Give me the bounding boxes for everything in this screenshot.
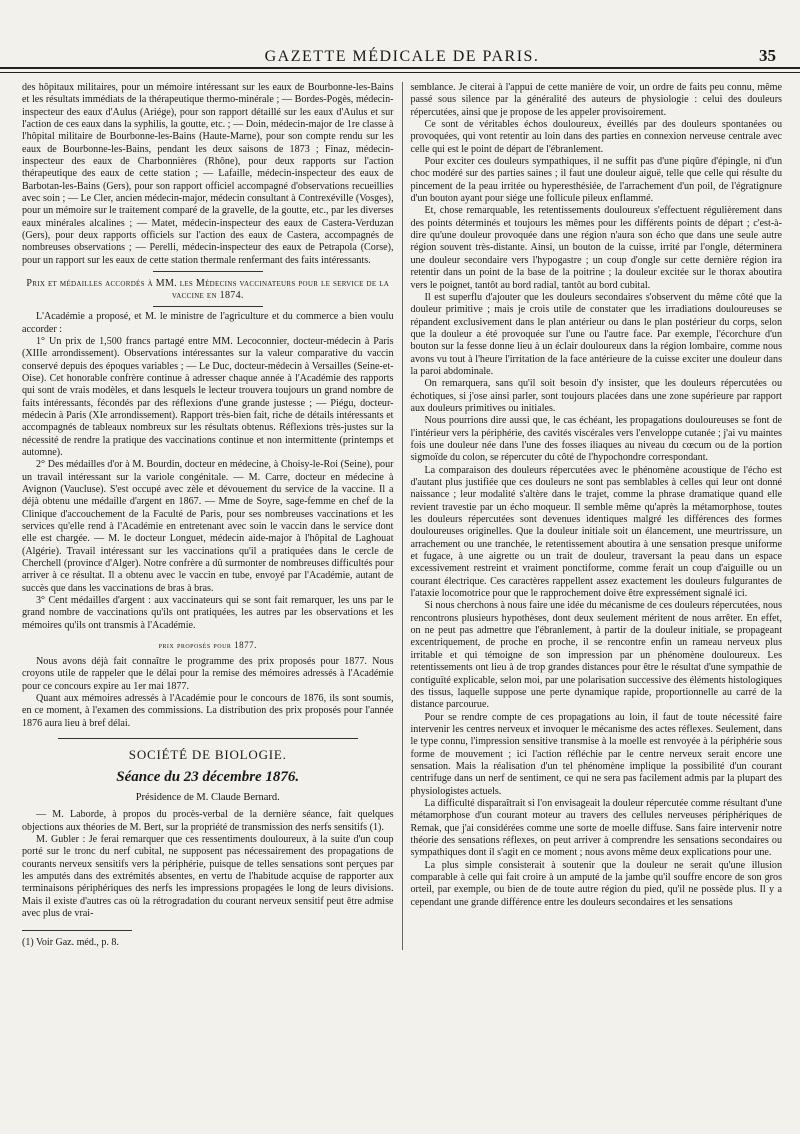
divider	[153, 271, 263, 272]
paragraph: Il est superflu d'ajouter que les douleurs secondaires s'observent du même côté que la douleur primitive ; mais je crois utile de constater que les irradiations douloureuses se répandent exclusivement dans le plan antérieur ou dans le plan postérieur du corps, selon que la douleur a été provoquée sur l'une ou l'autre face. Par exemple, l'écorchure d'un bouton sur la fesse donne lieu à un éclair douloureux dans la région lombaire, comme nous avons vu tout à l'heure l'irritation de la face antérieure de la cuisse exciter une douleur dans la paroi abdominale.	[410, 291, 782, 377]
header-rule-thin	[0, 72, 800, 73]
paragraph: La comparaison des douleurs répercutées avec le phénomène acoustique de l'écho est d'autant plus justifiée que ces douleurs ne sont pas semblables à celles qui leur ont donné naissance ; leur modalité s'altère dans le trajet, comme la phrase dramatique quand elle revient travestie par un écho moqueur. Il semble même qu'après la métamorphose, toutes les douleurs répercutées sont devenues identiques malgré les différences des formes douloureuses originelles. Que la douleur initiale soit un élancement, une meurtrissure, un arrachement ou une tranchée, le retentissement aboutira à une sensation presque uniforme et fugace, à une aigrette ou un trait de douleur, traversant la peau dans un espace excessivement restreint et vraiment ponctiforme, comme ferait un coup d'aiguille ou un courant électrique. Ces caractères rappellent assez exactement les douleurs fulgurantes de l'ataxie locomotrice pour que le rapprochement doive être expressément signalé ici.	[410, 464, 782, 600]
paragraph: 3° Cent médailles d'argent : aux vaccinateurs qui se sont fait remarquer, les uns par le grand nombre de vaccinations qu'ils ont pratiquées, les autres par les observations et les mémoires qu'ils ont transmis à l'Académie.	[22, 595, 394, 631]
paragraph: L'Académie a proposé, et M. le ministre de l'agriculture et du commerce a bien voulu accorder :	[22, 311, 394, 335]
paragraph: Pour exciter ces douleurs sympathiques, il ne suffit pas d'une piqûre d'épingle, ni d'un choc modéré sur des parties saines ; il faut une douleur aiguë, telle que celle qui résulte du pincement de la peau irritée ou hyperesthésiée, de l'arrachement d'un poil, de l'égratignure d'un bouton ayant pour siége une follicule pileux enflammé.	[410, 156, 782, 205]
paragraph: des hôpitaux militaires, pour un mémoire intéressant sur les eaux de Bourbonne-les-Bains et les résultats immédiats de la thérapeutique thermo-minérale ; — Bordes-Pogès, médecin-inspecteur des eaux d'Aulus (Ariége), pour son rapport détaillé sur les eaux d'Aulus et sur l'action de ces eaux dans la syphilis, la goutte, etc. ; — Doin, médecin-major de 1re classe à l'hôpital militaire de Bourbonne-les-Bains (Haute-Marne), pour son compte rendu sur les eaux de Bourbonne-les-Bains, pendant les deux saisons de 1873 ; Finaz, médecin-inspecteur des eaux de Charbonnières (Rhône), pour deux rapports sur l'action thérapeutique des eaux de cette station ; — Lafaille, médecin-inspecteur des eaux de Barbotan-les-Bains (Gers), pour son rapport officiel accompagné d'observations recueillies avec soin ; — Le Cler, ancien médecin-major, médecin consultant à Contrexéville (Vosges), pour un mémoire sur le traitement comparé de la gravelle, de la goutte, etc., par les diverses eaux minérales alcalines ; — Matet, médecin-inspecteur des eaux de Castera-Verduzan (Gers), pour deux rapports officiels sur l'action des eaux de Castera, accompagnés de nombreuses observations ; — Perelli, médecin-inspecteur des eaux de Petrapola (Corse), pour un rapport sur les eaux de cette station thermale renfermant des faits intéressants.	[22, 82, 394, 266]
paragraph: 2° Des médailles d'or à M. Bourdin, docteur en médecine, à Choisy-le-Roi (Seine), pour un travail intéressant sur la variole congénitale. — M. Carre, docteur en médecine à Avignon (Vaucluse). S'est occupé avec zèle et dévouement du service de la vaccine. Il a déjà obtenu une médaille d'argent en 1867. — Mme de Soyre, sage-femme en chef de la Clinique d'accouchement de la Faculté de Paris, pour ses nombreuses vaccinations et les services qu'elle rend à l'Académie en entretenant avec soin le vaccin dans le service dont elle est chargée. — M. le docteur Longuet, médecin aide-major à l'hôpital de Laghouat (Algérie). Travail intéressant sur les vaccinations qu'il a pratiquées dans le cercle de Cherchell (province d'Alger). Notre confrère a dû surmonter de nombreuses difficultés pour arriver à ce résultat. Il a obtenu avec le vaccin en tube, envoyé par l'Académie, autant de succès que dans les vaccinations de bras à bras.	[22, 459, 394, 594]
paragraph: On remarquera, sans qu'il soit besoin d'y insister, que les douleurs répercutées ou échotiques, si j'ose ainsi parler, sont toujours placées dans une zone supérieure par rapport aux douleurs primitives ou initiales.	[410, 378, 782, 414]
paragraph: Et, chose remarquable, les retentissements douloureux s'effectuent régulièrement dans des points déterminés et toujours les mêmes pour les différents points de départ ; c'est-à-dire qu'une douleur provoquée dans une région n'aura son écho que dans une seule autre région souvent très-distante. Ainsi, un bouton de la cuisse, irrité par l'ongle, déterminera une douleur secondaire vers l'hypogastre ; un coup d'ongle sur cette dernière région ira retentir dans un point de la base de la poitrine ; la douleur excitée sur le thorax aboutira vers le poignet, tantôt au bord radial, tantôt au bord cubital.	[410, 205, 782, 291]
text-columns	[22, 82, 782, 950]
left-column	[22, 82, 394, 950]
paragraph: Nous pourrions dire aussi que, le cas échéant, les propagations douloureuses se font de l'intérieur vers la périphérie, des cavités viscérales vers l'enveloppe cutanée ; j'ai vu maintes fois une douleur née dans l'une des fosses iliaques au niveau du cœcum ou de la portion sigmoïde du colon, se répercuter du côté de l'hypochondre correspondant.	[410, 415, 782, 464]
header-rule	[0, 67, 800, 69]
presidence-line: Présidence de M. Claude Bernard.	[135, 792, 280, 804]
paragraph: Si nous cherchons à nous faire une idée du mécanisme de ces douleurs répercutées, nous rencontrons plusieurs hypothèses, dont deux seulement méritent de nous arrêter. En effet, on ne peut pas admettre que l'ébranlement, à partir de la douleur initiale, se propageant excentriquement, de proche en proche, il se rencontre enfin un rameau nerveux plus irritable et qui témoigne de son impression par un phénomène douloureux. Les retentissements ont lieu à de trop grandes distances pour être le résultat d'une sympathie de contiguïté explicable, selon moi, par une polarisation successive des éléments histologiques des tissus, laquelle suppose une perte dynamique rapide, proportionnelle au carré de la distance parcourue.	[410, 600, 782, 711]
paragraph: M. Gubler : Je ferai remarquer que ces ressentiments douloureux, à la suite d'un coup porté sur le tronc du nerf cubital, ne supposent pas nécessairement des propagations de courants nerveux sensitifs vers la périphérie, puisque de telles sensations sont perçues par les amputés dans des extrémités absentes, en vertu de l'habitude acquise de rapporter aux terminaisons périphériques des nerfs les impressions propagées le long de leurs divisions. Mais il existe d'autres cas où la rétrogradation du courant nerveux sensitif peut être admise avec plus de vrai-	[22, 833, 394, 919]
seance-heading: Séance du 23 décembre 1876.	[116, 769, 300, 786]
page-number: 35	[759, 46, 776, 65]
divider	[58, 738, 358, 739]
right-column	[402, 82, 783, 950]
society-heading: SOCIÉTÉ DE BIOLOGIE.	[128, 747, 287, 763]
paragraph: Nous avons déjà fait connaître le programme des prix proposés pour 1877. Nous croyons utile de rappeler que le délai pour la remise des mémoires adressés à l'Académie pour ce concours expire au 1er mai 1877.	[22, 656, 394, 692]
footnote-rule	[22, 930, 132, 931]
paragraph: La difficulté disparaîtrait si l'on envisageait la douleur répercutée comme résultant d'une métamorphose d'un courant moteur au travers des cellules nerveuses périphériques de Remak, que j'ai considérées comme une sorte de moelle diffuse. Sans faire intervenir notre théorie des sensations réflexes, on peut arriver à comprendre les sensations secondaires ou sympathiques dont il s'agit en ce moment ; nous avons même deux explications pour une.	[410, 797, 782, 859]
section-heading-prix-proposes: prix proposés pour 1877.	[158, 640, 257, 651]
paragraph: Ce sont de véritables échos douloureux, éveillés par des douleurs spontanées ou provoquées, qui vont retentir au loin dans des parties en connexion nerveuse centrale avec celle qui est le point de départ de l'ébranlement.	[410, 119, 782, 155]
paragraph: semblance. Je citerai à l'appui de cette manière de voir, un ordre de faits peu connu, même passé sous silence par la généralité des auteurs de physiologie : celui des douleurs répercutées, ainsi que je propose de les appeler provisoirement.	[410, 82, 782, 118]
paragraph: — M. Laborde, à propos du procès-verbal de la dernière séance, fait quelques objections aux théories de M. Bert, sur la propriété de transmission des nerfs sensitifs (1).	[22, 809, 394, 833]
divider	[153, 306, 263, 307]
footnote: (1) Voir Gaz. méd., p. 8.	[22, 937, 119, 949]
paragraph: La plus simple consisterait à soutenir que la douleur ne serait qu'une illusion comparable à celle qui fait croire à un amputé de la jambe qu'il souffre encore de son gros orteil, par exemple, ou bien de de toute autre région du pied, qu'il ne possède plus. Il y a cependant une grande différence entre les douleurs secondaires et les sensations	[410, 859, 782, 908]
page-header	[22, 0, 782, 66]
paragraph: Pour se rendre compte de ces propagations au loin, il faut de toute nécessité faire intervenir les centres nerveux et invoquer le mécanisme des actes réflexes. Seulement, dans le type connu, l'impression sensitive transmise à la moelle est renvoyée à la périphérie sous forme de mouvement ; ici l'action réfléchie par le centre nerveux serait encore une sensation. Mais la réalisation d'un tel phénomène implique la possibilité d'un courant centrifuge dans un nerf de sentiment, ce qui ne sera pas facilement admis par la plupart des physiologistes actuels.	[410, 711, 782, 797]
journal-title: GAZETTE MÉDICALE DE PARIS.	[264, 48, 540, 65]
paragraph: 1° Un prix de 1,500 francs partagé entre MM. Lecoconnier, docteur-médecin à Paris (XIIIe arrondissement). Observations intéressantes sur la valeur comparative du vaccin conservé depuis des époques variables ; — Le Duc, docteur-médecin à Versailles (Seine-et-Oise). Cet honorable confrère continue à adresser chaque année à l'Académie des rapports qui sont de vrais modèles, et dans lesquels le lecteur trouvera toujours un grand nombre de faits intéressants, fécondés par des réflexions d'une grande justesse ; — Piégu, docteur-médecin à Paris (XIe arrondissement). Rapport très-bien fait, riche de détails intéressants et accompagnés de tableaux nombreux sur les résultats obtenus. Réflexions très-justes sur la nécessité de rendre la pratique des vaccinations continue et non intermittente (printemps et automne).	[22, 335, 394, 458]
paragraph: Quant aux mémoires adressés à l'Académie pour le concours de 1876, ils sont soumis, en ce moment, à l'examen des commissions. La distribution des prix proposés pour l'année 1876 aura lieu à bref délai.	[22, 693, 394, 729]
section-heading-prix: Prix et médailles accordés à MM. les Médecins vaccinateurs pour le service de la vaccine en 1874.	[26, 278, 390, 302]
